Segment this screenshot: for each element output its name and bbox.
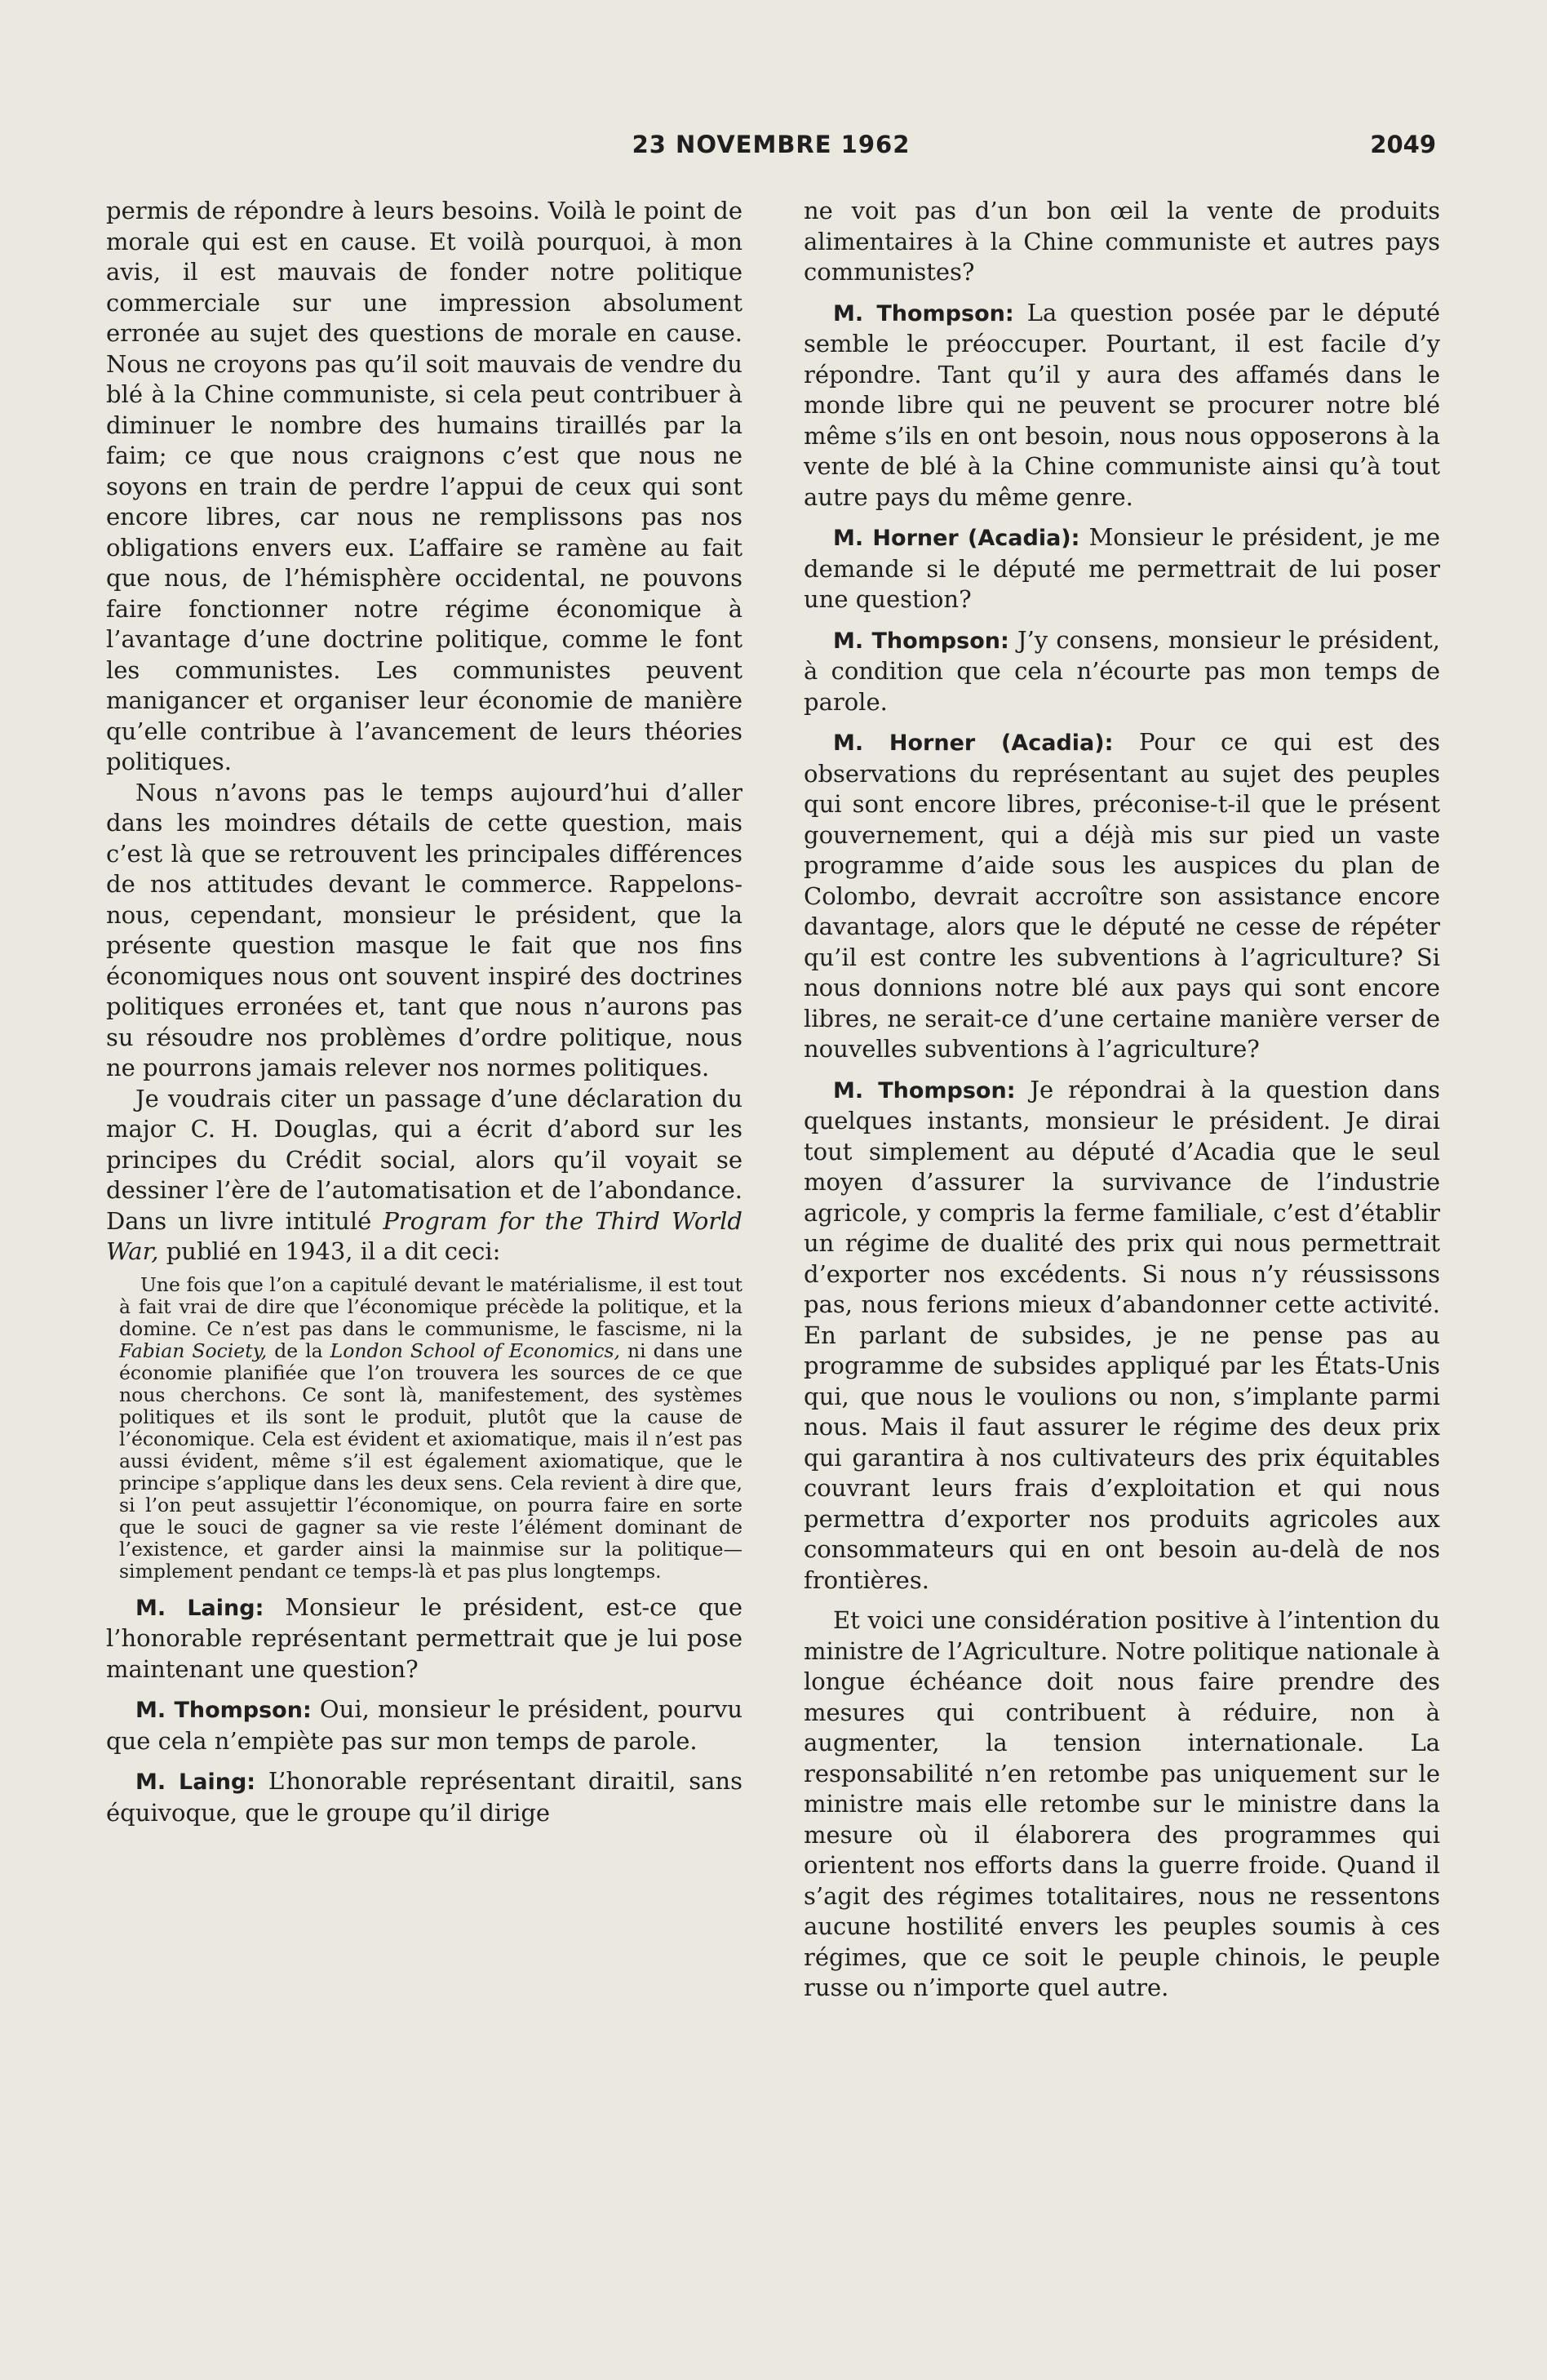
paragraph: ne voit pas d’un bon œil la vente de produits alimentaires à la Chine communiste et autres pays communistes? [804,197,1440,286]
speaker-name: M. Thompson: [135,1698,312,1723]
speaker-paragraph: M. Thompson: Oui, monsieur le président, pourvu que cela n’empiète pas sur mon temps de parole. [106,1695,743,1755]
speaker-paragraph: M. Thompson: J’y consens, monsieur le président, à condition que cela n’écourte pas mon temps de parole. [804,625,1440,716]
speaker-name: M. Thompson: [833,628,1009,654]
speaker-paragraph: M. Laing: L’honorable représentant diraitil, sans équivoque, que le groupe qu’il dirige [106,1767,742,1827]
book-title: Program for the Third World War, [106,1206,742,1265]
speaker-name: M. Thompson: [833,300,1014,326]
speaker-name: M. Horner (Acadia): [833,526,1080,551]
left-column [106,196,742,1828]
speaker-paragraph: M. Horner (Acadia): Monsieur le président, je me demande si le député me permettrait de lui poser une question? [804,523,1440,613]
speaker-paragraph: M. Horner (Acadia): Pour ce qui est des observations du représentant au sujet des peuples qui sont encore libres, préconise-t-il que le présent gouvernement, qui a déjà mis sur pied un vaste programme d’aide sous les auspices du plan de Colombo, devrait accroître son assistance encore davantage, alors que le député ne cesse de répéter qu’il est contre les subventions à l’agriculture? Si nous donnions notre blé aux pays qui sont encore libres, ne serait-ce d’une certaine manière verser de nouvelles subventions à l’agriculture? [804,728,1441,1063]
speaker-name: M. Laing: [135,1769,256,1795]
page-number: 2049 [1370,131,1436,158]
speaker-name: M. Horner (Acadia): [833,730,1114,756]
right-column [804,196,1440,2004]
speaker-name: M. Thompson: [833,1077,1016,1103]
speaker-name: M. Laing: [135,1595,264,1621]
quotation: Une fois que l’on a capitulé devant le matérialisme, il est tout à fait vrai de dire que l’économique précède la politique, et la domine. Ce n’est pas dans le communisme, le fascisme, ni la Fabian Society, de la London School of Economics, ni dans une économie planifiée que l’on trouvera les sources de ce que nous cherchons. Ce sont là, manifestement, des systèmes politiques et ils sont le produit, plutôt que la cause de l’économique. Cela est évident et axiomatique, mais il n’est pas aussi évident, même s’il est également axiomatique, que le principe s’applique dans les deux sens. Cela revient à dire que, si l’on peut assujettir l’économique, on pourra faire en sorte que le souci de gagner sa vie reste l’élément dominant de l’existence, et garder ainsi la mainmise sur la politique—simplement pendant ce temps-là et pas plus longtemps. [119,1272,742,1583]
page-header [106,131,1436,171]
speaker-paragraph: M. Laing: Monsieur le président, est-ce que l’honorable représentant permettrait que je lui pose maintenant une question? [106,1592,743,1683]
paragraph: permis de répondre à leurs besoins. Voilà le point de morale qui est en cause. Et voilà pourquoi, à mon avis, il est mauvais de fonder notre politique commerciale sur une impression absolument erronée au sujet des questions de morale en cause. Nous ne croyons pas qu’il soit mauvais de vendre du blé à la Chine communiste, si cela peut contribuer à diminuer le nombre des humains tiraillés par la faim; ce que nous craignons c’est que nous ne soyons en train de perdre l’appui de ceux qui sont encore libres, car nous ne remplissons pas nos obligations envers eux. L’affaire se ramène au fait que nous, de l’hémisphère occidental, ne pouvons faire fonctionner notre régime économique à l’avantage d’une doctrine politique, comme le font les communistes. Les communistes peuvent manigancer et organiser leur économie de manière qu’elle contribue à l’avancement de leurs théories politiques. [106,197,742,775]
paragraph: Nous n’avons pas le temps aujourd’hui d’aller dans les moindres détails de cette question, mais c’est là que se retrouvent les principales différences de nos attitudes devant le commerce. Rappelons-nous, cependant, monsieur le président, que la présente question masque le fait que nos fins économiques nous ont souvent inspiré des doctrines politiques erronées et, tant que nous n’aurons pas su résoudre nos problèmes d’ordre politique, nous ne pourrons jamais relever nos normes politiques. [106,778,742,1081]
paragraph: Et voici une considération positive à l’intention du ministre de l’Agriculture. Notre politique nationale à longue échéance doit nous faire prendre des mesures qui contribuent à réduire, non à augmenter, la tension internationale. La responsabilité n’en retombe pas uniquement sur le ministre mais elle retombe sur le ministre dans la mesure où il élaborera des programmes qui orientent nos efforts dans la guerre froide. Quand il s’agit des régimes totalitaires, nous ne ressentons aucune hostilité envers les peuples soumis à ces régimes, que ce soit le peuple chinois, le peuple russe ou n’importe quel autre. [804,1606,1440,2001]
header-date: 23 NOVEMBRE 1962 [632,131,911,158]
speaker-paragraph: M. Thompson: La question posée par le député semble le préoccuper. Pourtant, il est facile d’y répondre. Tant qu’il y aura des affamés dans le monde libre qui ne peuvent se procurer notre blé même s’ils en ont besoin, nous nous opposerons à la vente de blé à la Chine communiste ainsi qu’à tout autre pays du même genre. [804,298,1440,511]
speaker-paragraph: M. Thompson: Je répondrai à la question dans quelques instants, monsieur le président. Je dirai tout simplement au député d’Acadia que le seul moyen d’assurer la survivance de l’industrie agricole, y compris la ferme familiale, c’est d’établir un régime de dualité des prix qui nous permettrait d’exporter nos excédents. Si nous n’y réussissons pas, nous ferions mieux d’abandonner cette activité. En parlant de subsides, je ne pense pas au programme de subsides appliqué par les États-Unis qui, que nous le voulions ou non, s’implante parmi nous. Mais il faut assurer le régime des deux prix qui garantira à nos cultivateurs des prix équitables couvrant leurs frais d’exploitation et qui nous permettra d’exporter nos produits agricoles aux consommateurs qui en ont besoin au-delà de nos frontières. [804,1075,1441,1594]
paragraph: Je voudrais citer un passage d’une déclaration du major C. H. Douglas, qui a écrit d’abord sur les principes du Crédit social, alors qu’il voyait se dessiner l’ère de l’automatisation et de l’abondance. Dans un livre intitulé Program for the Third World War, publié en 1943, il a dit ceci: [106,1084,742,1265]
